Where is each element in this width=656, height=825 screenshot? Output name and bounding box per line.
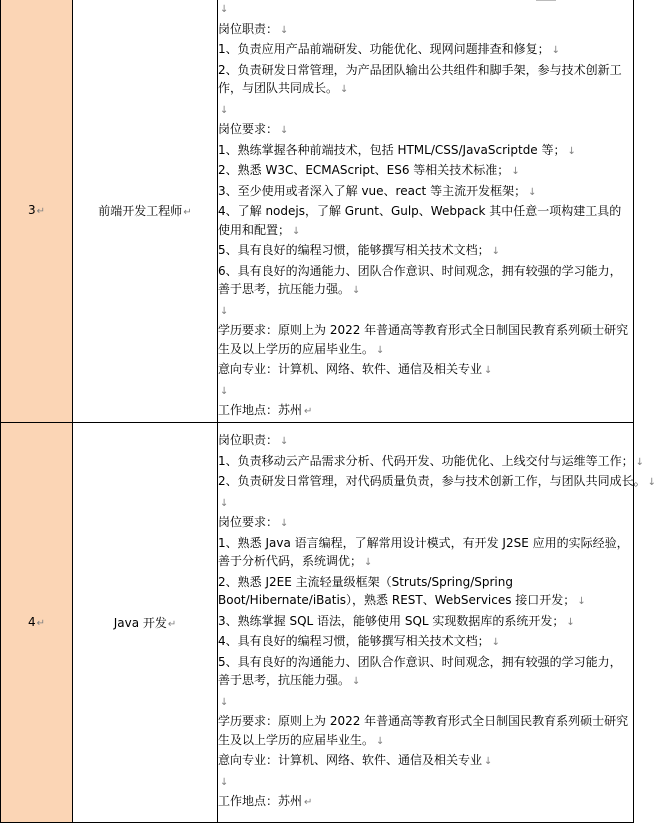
description-lines [218, 431, 656, 813]
paragraph-text: 2、负责研发日常管理，对代码质量负责，参与技术创新工作，与团队共同成长。 [218, 474, 646, 489]
paragraph-mark: ↓ [484, 365, 493, 376]
cell-end-mark: ↵ [36, 206, 46, 218]
cell-end-mark: ↵ [183, 206, 192, 218]
empty-paragraph [218, 301, 633, 322]
paragraph-text: 1、负责应用产品前端研发、功能优化、现网问题排查和修复； [218, 42, 550, 56]
paragraph-mark: ↓ [280, 436, 289, 448]
description-paragraph [218, 472, 656, 493]
paragraph-text: 6、具有良好的沟通能力、团队合作意识、时间观念，拥有较强的学习能力，善于思考，抗压能力强。 [218, 263, 622, 296]
paragraph-text: 3、至少使用或者深入了解 vue、react 等主流开发框架； [218, 183, 527, 198]
paragraph-text: 4、具有良好的编程习惯，能够撰写相关技术文档； [218, 634, 490, 649]
paragraph-mark: ↓ [220, 4, 229, 15]
paragraph-text: 1、负责移动云产品需求分析、代码开发、功能优化、上线交付与运维等工作； [218, 453, 634, 468]
job-title-cell[interactable] [73, 422, 218, 822]
job-description-cell[interactable] [218, 422, 656, 822]
paragraph-mark: ↓ [292, 225, 301, 237]
paragraph-text: 岗位职责： [218, 21, 279, 36]
empty-paragraph [218, 692, 633, 713]
table-row [1, 422, 634, 822]
empty-paragraph [218, 100, 633, 121]
paragraph-mark: ↓ [577, 596, 586, 608]
description-paragraph [218, 120, 633, 141]
description-paragraph [218, 653, 633, 692]
empty-paragraph [218, 493, 633, 514]
paragraph-mark: ↓ [364, 557, 373, 569]
description-paragraph [218, 751, 633, 772]
paragraph-mark: ↓ [635, 456, 645, 468]
paragraph-mark: ↓ [491, 246, 501, 257]
paragraph-text: 岗位职责： [218, 433, 279, 448]
paragraph-text: 工作地点：苏州 [218, 403, 303, 417]
description-paragraph [218, 20, 633, 41]
row-number-cell[interactable] [1, 422, 73, 822]
description-paragraph [218, 360, 633, 381]
paragraph-text: 3、熟练掌握 SQL 语法，能够使用 SQL 实现数据库的系统开发； [218, 613, 565, 628]
row-number: 4 [27, 615, 36, 629]
paragraph-text: 岗位要求： [218, 122, 279, 136]
paragraph-text: 4、了解 nodejs，了解 Grunt、Gulp、Webpack 其中任意一项构建工具的使用和配置； [218, 204, 622, 237]
description-paragraph [218, 513, 633, 534]
paragraph-mark: ↓ [511, 166, 520, 177]
paragraph-mark: ↓ [220, 497, 229, 509]
paragraph-mark: ↓ [340, 84, 349, 95]
description-paragraph [218, 401, 633, 422]
paragraph-mark: ↓ [220, 104, 229, 116]
paragraph-text: 5、具有良好的编程习惯，能够撰写相关技术文档； [218, 243, 490, 257]
paragraph-text: 学历要求：原则上为 2022 年普通高等教育形式全日制国民教育系列硕士研究生及以上学历的应届毕业生。 [218, 323, 629, 356]
paragraph-mark: ↓ [484, 756, 493, 768]
job-title: Java 开发 [113, 615, 167, 630]
paragraph-mark: ↓ [220, 305, 229, 317]
paragraph-mark: ↵ [304, 797, 313, 809]
paragraph-text: 学历要求：原则上为 2022 年普通高等教育形式全日制国民教育系列硕士研究生及以上学历的应届毕业生。 [218, 714, 629, 747]
empty-paragraph [218, 0, 633, 20]
paragraph-text: 意向专业：计算机、网络、软件、通信及相关专业 [218, 753, 483, 768]
paragraph-mark: ↓ [220, 385, 229, 397]
paragraph-text: 1、熟悉 Java 语言编程，了解常用设计模式，有开发 J2SE 应用的实际经验，善于分析代码，系统调优； [218, 535, 629, 569]
description-paragraph [218, 573, 633, 612]
paragraph-mark: ↓ [352, 285, 361, 296]
paragraph-mark: ↓ [491, 637, 501, 649]
empty-paragraph [218, 381, 633, 402]
paragraph-mark: ↓ [280, 125, 289, 136]
job-description-cell[interactable] [218, 0, 634, 422]
description-paragraph [218, 534, 633, 573]
paragraph-mark: ↓ [220, 776, 229, 788]
paragraph-mark: ↓ [280, 518, 289, 530]
cell-end-mark: ↵ [167, 618, 177, 630]
paragraph-mark: ↓ [352, 676, 361, 688]
paragraph-text: 1、熟练掌握各种前端技术，包括 HTML/CSS/JavaScriptde 等； [218, 142, 566, 157]
description-paragraph [218, 182, 633, 203]
description-paragraph [218, 612, 633, 633]
paragraph-mark: ↓ [280, 24, 289, 36]
paragraph-text: 岗位要求： [218, 515, 279, 530]
empty-paragraph [218, 772, 633, 793]
paragraph-mark: ↓ [376, 735, 385, 747]
description-paragraph [218, 202, 633, 241]
paragraph-text: 2、熟悉 J2EE 主流轻量级框架（Struts/Spring/Spring Boot/Hibernate/iBatis），熟悉 REST、WebServices 接口开发； [218, 574, 576, 608]
paragraph-text: 意向专业：计算机、网络、软件、通信及相关专业 [218, 362, 483, 376]
cell-end-mark: ↵ [36, 618, 46, 629]
description-paragraph [218, 792, 633, 813]
description-paragraph [218, 431, 633, 452]
description-paragraph [218, 40, 633, 61]
description-lines [218, 0, 633, 422]
description-paragraph [218, 321, 633, 360]
paragraph-mark: ↓ [528, 186, 537, 198]
paragraph-mark: ↵ [304, 406, 313, 417]
paragraph-mark: ↓ [376, 344, 385, 356]
description-paragraph [218, 161, 633, 182]
paragraph-mark: ↓ [567, 145, 576, 157]
paragraph-text: 5、具有良好的沟通能力、团队合作意识、时间观念，拥有较强的学习能力，善于思考，抗压能力强。 [218, 654, 622, 688]
job-title: 前端开发工程师 [98, 203, 183, 218]
description-paragraph [218, 632, 633, 653]
paragraph-text: 2、熟悉 W3C、ECMAScript、ES6 等相关技术标准； [218, 163, 510, 177]
row-number-cell[interactable] [1, 0, 73, 422]
table-row [1, 0, 634, 422]
paragraph-mark: ↓ [551, 45, 561, 56]
paragraph-mark: ↓ [220, 696, 229, 708]
description-paragraph [218, 241, 633, 262]
paragraph-text: 2、负责研发日常管理，为产品团队输出公共组件和脚手架，参与技术创新工作，与团队共同成长。 [218, 62, 622, 95]
description-paragraph [218, 141, 633, 162]
paragraph-text: 工作地点：苏州 [218, 794, 303, 809]
job-title-cell[interactable] [73, 0, 218, 422]
description-paragraph [218, 452, 645, 473]
row-number: 3 [27, 203, 36, 218]
description-paragraph [218, 61, 633, 100]
paragraph-mark: ↓ [647, 477, 656, 489]
paragraph-mark: ↓ [566, 616, 575, 628]
description-paragraph [218, 712, 633, 751]
description-paragraph [218, 262, 633, 301]
